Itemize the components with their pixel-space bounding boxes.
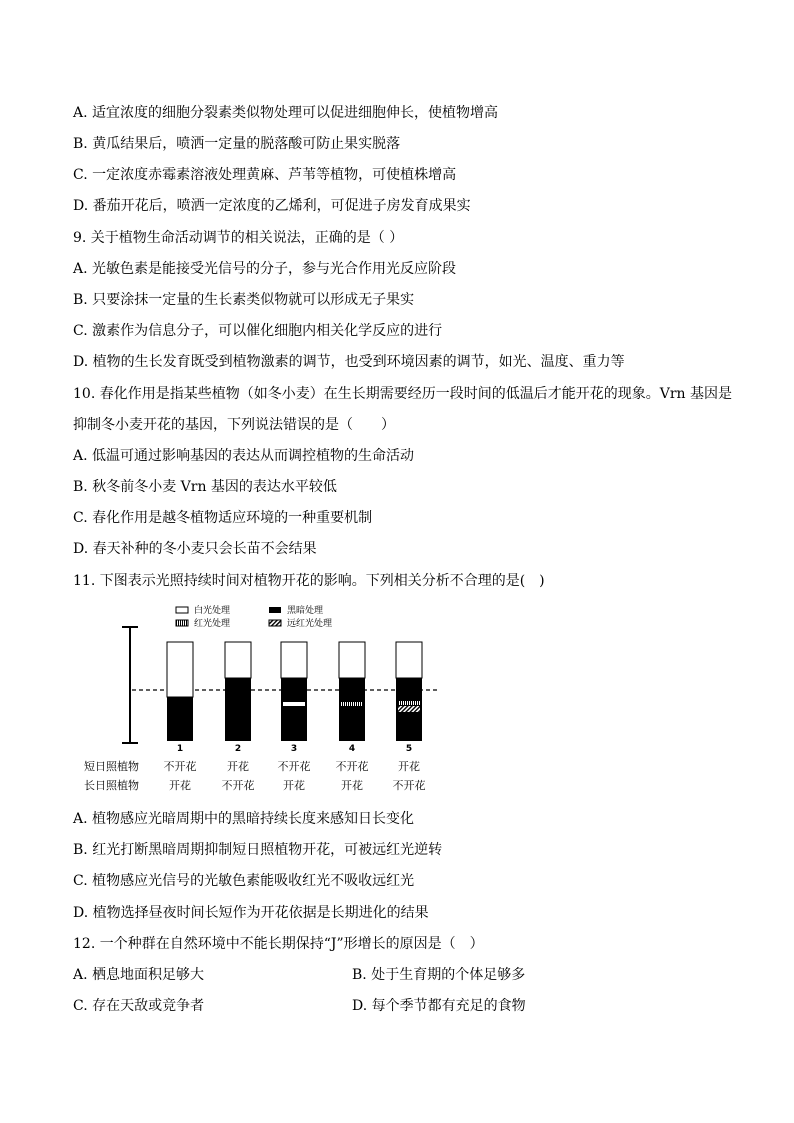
q10-option-b: B. 秋冬前冬小麦 Vrn 基因的表达水平较低 — [73, 479, 337, 495]
q10-stem-line2: 抑制冬小麦开花的基因，下列说法错误的是（ ） — [73, 417, 395, 433]
long-day-result: 开花 — [341, 779, 363, 792]
q12-option-b: B. 处于生育期的个体足够多 — [352, 967, 526, 983]
q10-option-d: D. 春天补种的冬小麦只会长苗不会结果 — [73, 541, 317, 557]
bar-5 — [396, 642, 422, 741]
q11-stem: 11. 下图表示光照持续时间对植物开花的影响。下列相关分析不合理的是( ) — [73, 573, 545, 589]
bar-3 — [281, 642, 307, 741]
q8-option-a: A. 适宜浓度的细胞分裂素类似物处理可以促进细胞伸长，使植物增高 — [73, 105, 499, 121]
q9-option-d: D. 植物的生长发育既受到植物激素的调节，也受到环境因素的调节，如光、温度、重力等 — [73, 354, 625, 370]
long-day-result: 开花 — [283, 779, 305, 792]
q8-option-d: D. 番茄开花后，喷洒一定浓度的乙烯利，可促进子房发育成果实 — [73, 198, 471, 214]
q11-option-d: D. 植物选择昼夜时间长短作为开花依据是长期进化的结果 — [73, 905, 429, 921]
q12-option-c: C. 存在天敌或竞争者 — [73, 998, 205, 1014]
row-label-long-day: 长日照植物 — [84, 779, 139, 792]
q9-option-b: B. 只要涂抹一定量的生长素类似物就可以形成无子果实 — [73, 292, 415, 308]
q11-option-a: A. 植物感应光暗周期中的黑暗持续长度来感知日长变化 — [73, 811, 415, 827]
q10-option-a: A. 低温可通过影响基因的表达从而调控植物的生命活动 — [73, 448, 415, 464]
short-day-result: 不开花 — [335, 760, 369, 773]
row-label-short-day: 短日照植物 — [84, 760, 139, 773]
q10-option-c: C. 春化作用是越冬植物适应环境的一种重要机制 — [73, 510, 373, 526]
bar-2 — [225, 642, 251, 741]
photoperiod-figure — [82, 598, 452, 798]
long-day-result: 开花 — [169, 779, 191, 792]
short-day-result: 开花 — [227, 760, 249, 773]
red-interruption — [341, 702, 363, 706]
short-day-result: 不开花 — [163, 760, 197, 773]
long-day-result: 不开花 — [221, 779, 255, 792]
column-number: 3 — [290, 744, 298, 754]
legend-white-label: 白光处理 — [194, 606, 231, 616]
q9-stem: 9. 关于植物生命活动调节的相关说法，正确的是（ ） — [73, 230, 404, 246]
legend-red-swatch — [176, 620, 188, 626]
q11-option-b: B. 红光打断黑暗周期抑制短日照植物开花，可被远红光逆转 — [73, 842, 443, 858]
q12-option-a: A. 栖息地面积足够大 — [73, 967, 205, 983]
legend-red-label: 红光处理 — [194, 619, 231, 629]
column-number: 1 — [176, 744, 184, 754]
short-day-result: 不开花 — [277, 760, 311, 773]
q12-stem: 12. 一个种群在自然环境中不能长期保持“J”形增长的原因是（ ） — [73, 936, 484, 952]
column-number: 4 — [348, 744, 356, 754]
q11-option-c: C. 植物感应光信号的光敏色素能吸收红光不吸收远红光 — [73, 873, 415, 889]
legend-far-red-swatch — [269, 620, 281, 626]
q8-option-c: C. 一定浓度赤霉素溶液处理黄麻、芦苇等植物，可使植株增高 — [73, 167, 457, 183]
column-number: 5 — [405, 744, 413, 754]
q12-option-d: D. 每个季节都有充足的食物 — [352, 998, 526, 1014]
legend-far-red-label: 远红光处理 — [287, 619, 333, 629]
q8-option-b: B. 黄瓜结果后，喷洒一定量的脱落酸可防止果实脱落 — [73, 136, 401, 152]
short-day-result: 开花 — [398, 760, 420, 773]
q9-option-c: C. 激素作为信息分子，可以催化细胞内相关化学反应的进行 — [73, 323, 443, 339]
column-number: 2 — [234, 744, 242, 754]
white-interruption — [283, 702, 305, 706]
legend-dark-label: 黑暗处理 — [287, 606, 324, 616]
q10-stem-line1: 10. 春化作用是指某些植物（如冬小麦）在生长期需要经历一段时间的低温后才能开花的现象。Vrn 基因是 — [73, 386, 732, 402]
far-red-interruption — [398, 706, 420, 712]
bar-1 — [167, 642, 193, 741]
q9-option-a: A. 光敏色素是能接受光信号的分子，参与光合作用光反应阶段 — [73, 261, 457, 277]
legend-dark-swatch — [269, 607, 281, 613]
legend-white-swatch — [176, 607, 188, 613]
red-interruption — [398, 701, 420, 705]
bar-4 — [339, 642, 365, 741]
long-day-result: 不开花 — [392, 779, 426, 792]
